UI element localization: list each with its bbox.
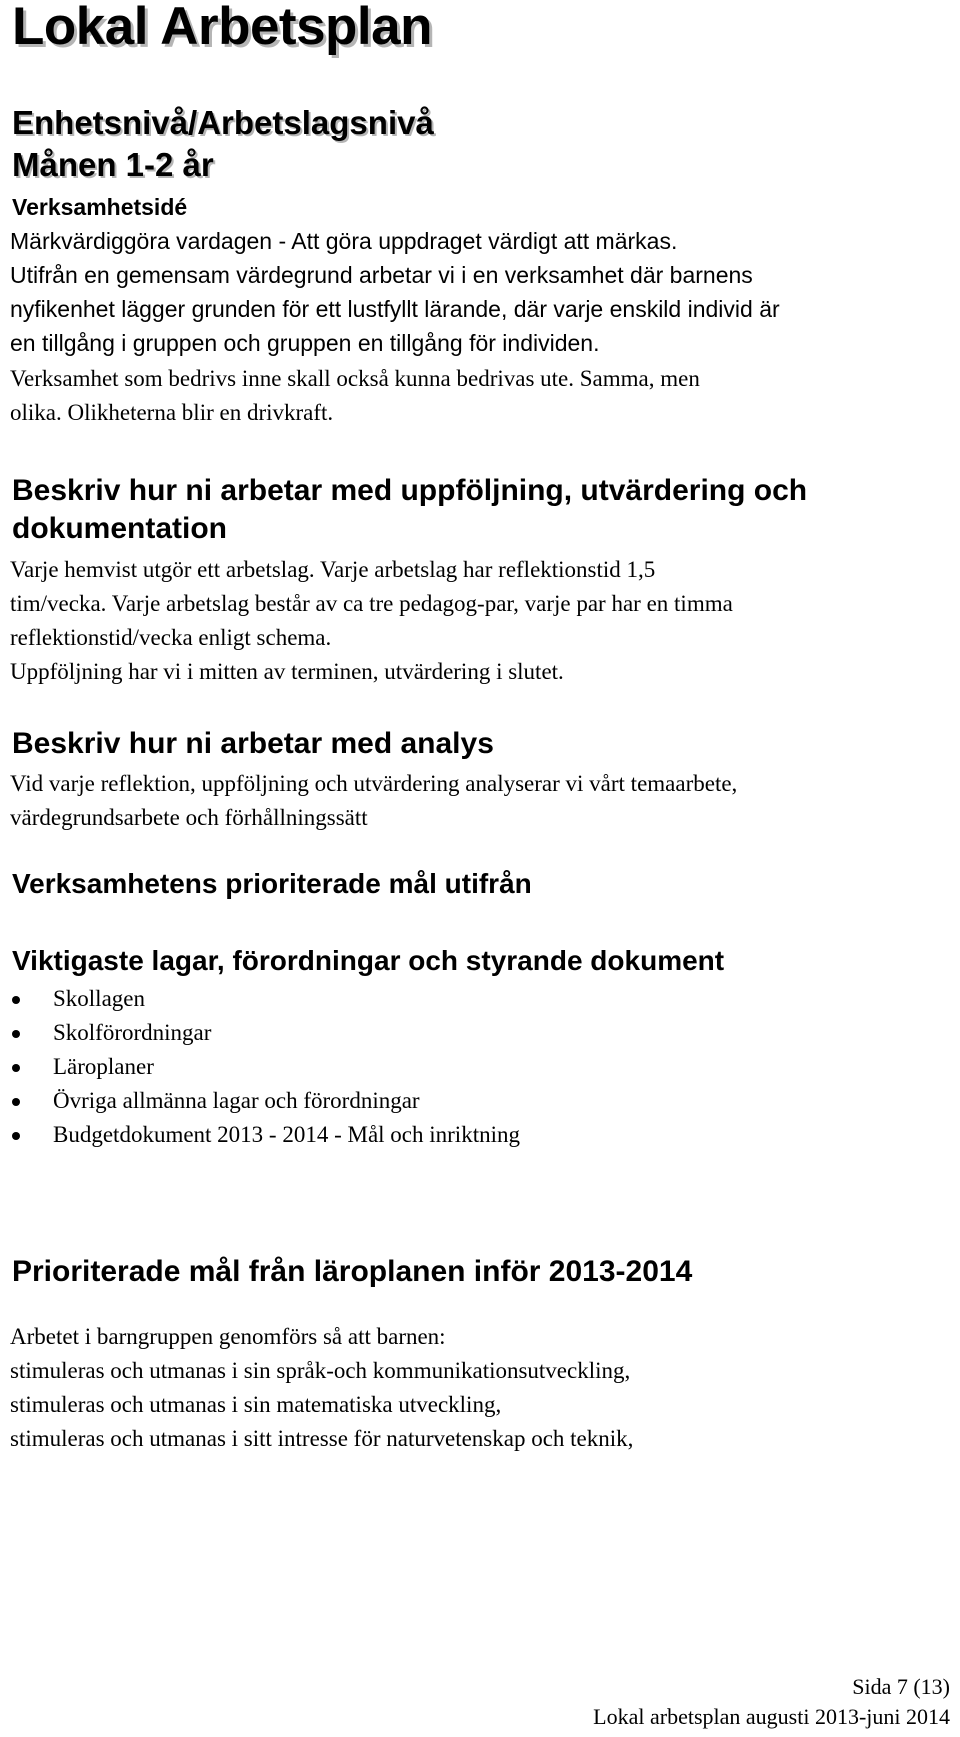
activity-line: Verksamhet som bedrivs inne skall också kunna bedrivas ute. Samma, men: [10, 366, 700, 391]
list-item-label: Skolförordningar: [53, 1020, 212, 1045]
activity-line: Märkvärdiggöra vardagen - Att göra uppdraget värdigt att märkas.: [10, 228, 678, 254]
followup-line: tim/vecka. Varje arbetslag består av ca tre pedagog-par, varje par har en timma: [10, 591, 733, 616]
activity-idea-text: [10, 224, 780, 360]
activity-line: nyfikenhet lägger grunden för ett lustfyllt lärande, där varje enskild individ är: [10, 296, 780, 322]
page-number: Sida 7 (13): [852, 1674, 950, 1699]
bullet-icon: [12, 1132, 20, 1140]
activity-line: olika. Olikheterna blir en drivkraft.: [10, 400, 334, 425]
followup-heading-line: dokumentation: [12, 512, 227, 545]
list-item: [12, 1016, 520, 1050]
list-item: [12, 982, 520, 1016]
activity-line: en tillgång i gruppen och gruppen en tillgång för individen.: [10, 330, 600, 356]
priority-goals-heading: Verksamhetens prioriterade mål utifrån: [12, 868, 532, 899]
list-item-label: Läroplaner: [53, 1054, 154, 1079]
bullet-icon: [12, 1064, 20, 1072]
list-item-label: Övriga allmänna lagar och förordningar: [53, 1088, 420, 1113]
unit-level-heading: Enhetsnivå/Arbetslagsnivå: [12, 104, 434, 141]
curriculum-line: stimuleras och utmanas i sin matematiska utveckling,: [10, 1392, 502, 1417]
analysis-line: värdegrundsarbete och förhållningssätt: [10, 805, 368, 830]
list-item: [12, 1084, 520, 1118]
curriculum-line: Arbetet i barngruppen genomförs så att barnen:: [10, 1324, 446, 1349]
followup-text: [10, 553, 733, 689]
followup-line: Uppföljning har vi i mitten av terminen, utvärdering i slutet.: [10, 659, 564, 684]
activity-idea-heading: Verksamhetsidé: [12, 194, 188, 220]
document-title: Lokal Arbetsplan: [12, 0, 433, 56]
analysis-line: Vid varje reflektion, uppföljning och utvärdering analyserar vi vårt temaarbete,: [10, 771, 738, 796]
followup-heading-line: Beskriv hur ni arbetar med uppföljning, utvärdering och: [12, 474, 808, 507]
curriculum-line: stimuleras och utmanas i sin språk-och kommunikationsutveckling,: [10, 1358, 631, 1383]
list-item: [12, 1050, 520, 1084]
followup-heading: [12, 474, 807, 546]
bullet-icon: [12, 1098, 20, 1106]
curriculum-line: stimuleras och utmanas i sitt intresse för naturvetenskap och teknik,: [10, 1426, 634, 1451]
analysis-text: [10, 767, 737, 835]
activity-outdoor-text: [10, 362, 700, 430]
footer-document-name: Lokal arbetsplan augusti 2013-juni 2014: [593, 1704, 950, 1729]
followup-line: Varje hemvist utgör ett arbetslag. Varje arbetslag har reflektionstid 1,5: [10, 557, 656, 582]
curriculum-heading: Prioriterade mål från läroplanen inför 2013-2014: [12, 1255, 693, 1288]
laws-heading: Viktigaste lagar, förordningar och styrande dokument: [12, 945, 725, 976]
bullet-icon: [12, 1030, 20, 1038]
activity-line: Utifrån en gemensam värdegrund arbetar vi i en verksamhet där barnens: [10, 262, 753, 288]
bullet-icon: [12, 996, 20, 1004]
list-item-label: Budgetdokument 2013 - 2014 - Mål och inriktning: [53, 1122, 520, 1147]
curriculum-text: [10, 1320, 633, 1456]
list-item-label: Skollagen: [53, 986, 145, 1011]
followup-line: reflektionstid/vecka enligt schema.: [10, 625, 332, 650]
unit-name-heading: Månen 1-2 år: [12, 146, 214, 183]
analysis-heading: Beskriv hur ni arbetar med analys: [12, 727, 494, 760]
list-item: [12, 1118, 520, 1152]
laws-list: [12, 982, 520, 1152]
